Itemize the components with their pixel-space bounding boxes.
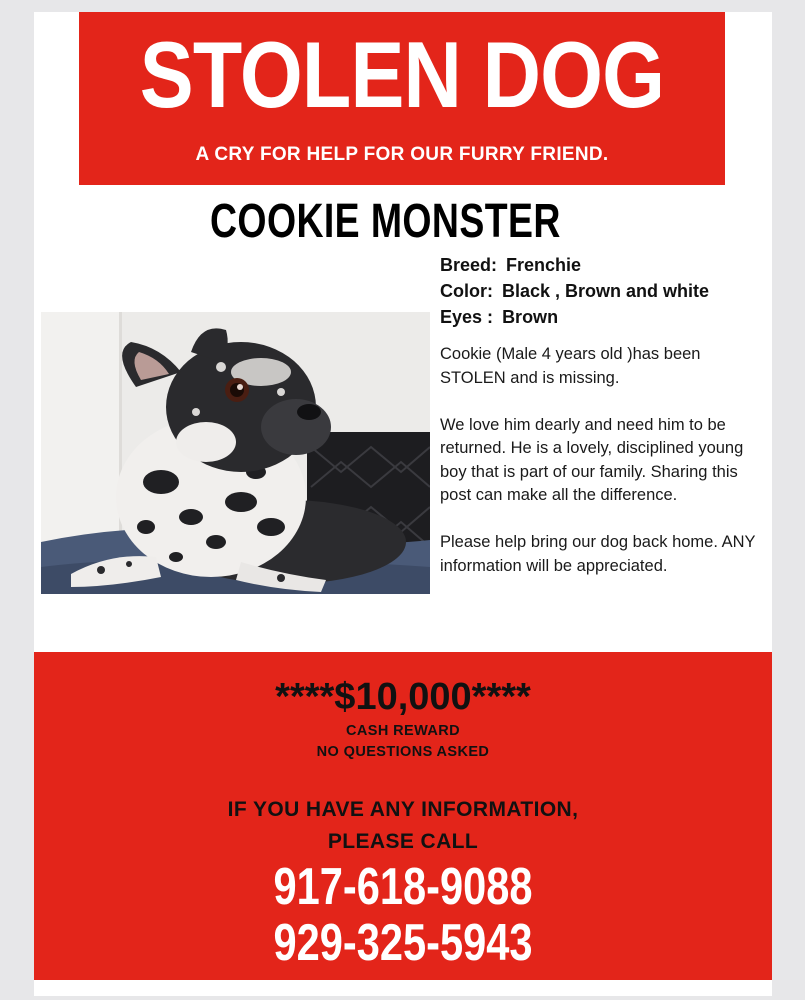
reward-cash-label: CASH REWARD [346,723,460,739]
attribute-value: Frenchie [506,255,582,275]
phone-number[interactable]: 929-325-5943 [273,914,533,972]
attribute-breed [440,252,760,278]
flyer-subtitle: A CRY FOR HELP FOR OUR FURRY FRIEND. [195,144,609,165]
phone-number[interactable]: 917-618-9088 [273,858,533,916]
title-banner [79,12,725,185]
attribute-color [440,278,760,304]
reward-no-questions-label: NO QUESTIONS ASKED [316,744,490,760]
dog-name: COOKIE MONSTER [210,195,561,248]
dog-attributes [440,252,760,330]
contact-instruction-line: PLEASE CALL [327,830,479,853]
attribute-value: Black , Brown and white [502,281,710,301]
attribute-label: Eyes : [440,307,494,327]
missing-dog-flyer [34,12,772,996]
description-paragraph: Cookie (Male 4 years old )has been STOLEN and is missing. [440,345,701,387]
dog-photo [41,312,430,594]
flyer-title: STOLEN DOG [139,22,665,127]
attribute-label: Breed: [440,255,498,275]
reward-panel [34,652,772,980]
description-paragraph: Please help bring our dog back home. ANY information will be appreciated. [440,533,756,575]
contact-instruction-line: IF YOU HAVE ANY INFORMATION, [227,798,579,821]
attribute-eyes [440,304,760,330]
french-bulldog-photo-icon [41,312,430,594]
dog-description [440,343,758,602]
attribute-value: Brown [502,307,559,327]
reward-amount: ****$10,000**** [275,676,531,718]
description-paragraph: We love him dearly and need him to be returned. He is a lovely, disciplined young boy that is part of our family. Sharing this post can make all the difference. [440,415,744,504]
attribute-label: Color: [440,281,493,301]
